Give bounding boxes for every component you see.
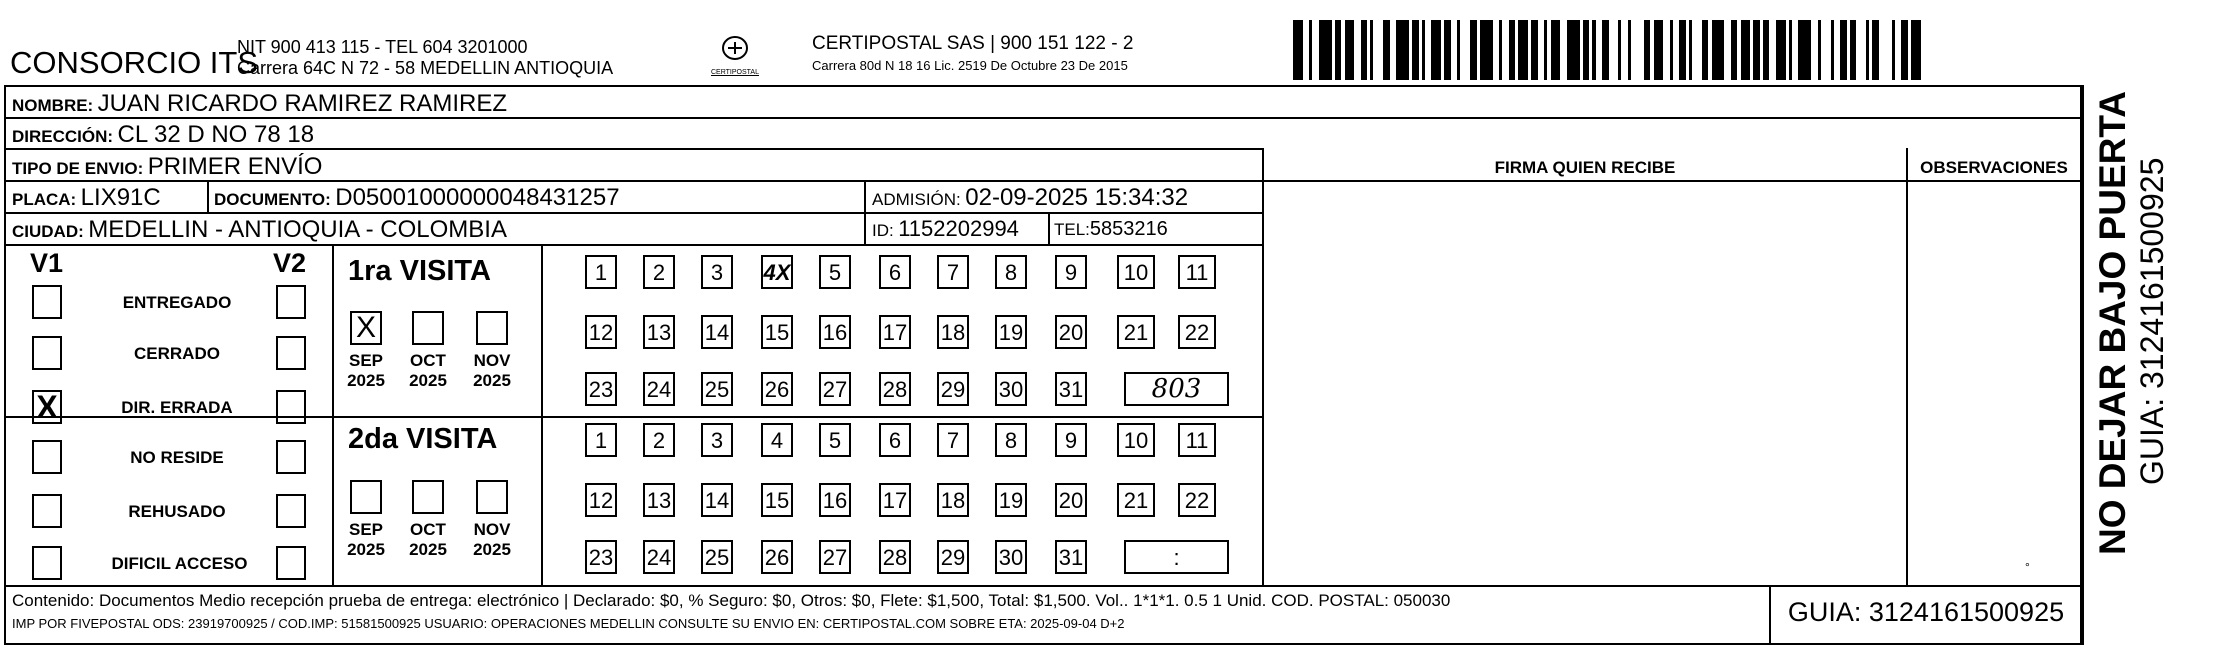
day-box[interactable]: 19 xyxy=(995,315,1027,349)
tipo-envio-value: PRIMER ENVÍO xyxy=(147,153,323,180)
v1-label: V1 xyxy=(30,248,64,278)
day-box[interactable]: 13 xyxy=(643,483,675,517)
barcode-bar xyxy=(1460,20,1470,80)
tel-label: TEL: xyxy=(1054,220,1090,239)
barcode-bar xyxy=(1319,20,1332,80)
month-label xyxy=(467,520,517,560)
barcode-bar xyxy=(1345,20,1355,80)
ciudad-cell xyxy=(12,216,507,244)
company-address: Carrera 64C N 72 - 58 MEDELLIN ANTIOQUIA xyxy=(237,58,614,78)
day-box[interactable]: 22 xyxy=(1178,483,1216,517)
barcode-bar xyxy=(1856,20,1866,80)
company-name: CONSORCIO ITS xyxy=(10,45,259,80)
day-box[interactable]: 2 xyxy=(643,255,675,289)
v2-checkbox[interactable] xyxy=(276,336,306,370)
day-box[interactable]: 25 xyxy=(701,372,733,406)
tel-value: 5853216 xyxy=(1089,218,1168,240)
day-box[interactable]: 19 xyxy=(995,483,1027,517)
day-box[interactable]: 11 xyxy=(1178,255,1216,289)
firma-header: FIRMA QUIEN RECIBE xyxy=(1494,158,1676,177)
v2-checkbox[interactable] xyxy=(276,440,306,474)
nombre-label: NOMBRE: xyxy=(12,96,94,115)
admision-value: 02-09-2025 15:34:32 xyxy=(965,184,1189,211)
documento-value: D05001000000048431257 xyxy=(335,184,620,211)
tipo-envio-row xyxy=(12,153,322,181)
barcode-bar xyxy=(1692,20,1702,80)
documento-cell xyxy=(214,184,620,212)
month-year: 2025 xyxy=(409,371,447,390)
day-box[interactable]: 10 xyxy=(1117,423,1155,457)
day-box[interactable]: 18 xyxy=(937,315,969,349)
month-name: SEP xyxy=(348,351,384,370)
day-box[interactable]: 17 xyxy=(879,483,911,517)
day-box[interactable]: 31 xyxy=(1055,372,1087,406)
day-box[interactable]: 3 xyxy=(701,423,733,457)
time-box[interactable]: : xyxy=(1124,540,1229,574)
barcode-bar xyxy=(1567,20,1580,80)
day-box[interactable]: 10 xyxy=(1117,255,1155,289)
placa-value: LIX91C xyxy=(80,184,161,211)
day-box[interactable]: 4 xyxy=(761,423,793,457)
day-box[interactable]: 26 xyxy=(761,372,793,406)
status-label: DIFICIL ACCESO xyxy=(111,554,248,573)
logo-icon xyxy=(718,34,752,64)
day-box[interactable]: 23 xyxy=(585,540,617,574)
tipo-envio-label: TIPO DE ENVIO: xyxy=(12,159,144,178)
day-box[interactable]: 11 xyxy=(1178,423,1216,457)
barcode-bar xyxy=(1712,20,1725,80)
month-checkbox[interactable]: X xyxy=(350,311,382,345)
month-label xyxy=(403,351,453,391)
barcode-bar xyxy=(1480,20,1493,80)
placa-cell xyxy=(12,184,161,212)
month-label xyxy=(403,520,453,560)
v2-checkbox[interactable] xyxy=(276,494,306,528)
id-cell xyxy=(872,216,1019,242)
barcode-bar xyxy=(1798,20,1811,80)
v1-checkbox[interactable] xyxy=(32,285,62,319)
side-warning: NO DEJAR BAJO PUERTA xyxy=(2092,91,2133,555)
month-year: 2025 xyxy=(347,371,385,390)
day-box[interactable]: 28 xyxy=(879,372,911,406)
direccion-value: CL 32 D NO 78 18 xyxy=(117,121,315,148)
day-box[interactable]: 29 xyxy=(937,372,969,406)
visit1-title: 1ra VISITA xyxy=(348,255,491,287)
barcode-bar xyxy=(1911,20,1921,80)
barcode-bar xyxy=(1373,20,1383,80)
month-checkbox[interactable] xyxy=(350,480,382,514)
barcode-bar xyxy=(1741,20,1751,80)
month-checkbox[interactable] xyxy=(412,480,444,514)
month-label xyxy=(467,351,517,391)
v2-label: V2 xyxy=(273,248,307,278)
v1-checkbox[interactable]: X xyxy=(32,390,62,424)
footer-guia: GUIA: 3124161500925 xyxy=(1787,597,2065,627)
month-year: 2025 xyxy=(473,540,511,559)
barcode-bar xyxy=(1879,20,1892,80)
day-box[interactable]: 30 xyxy=(995,540,1027,574)
day-box[interactable]: 23 xyxy=(585,372,617,406)
day-box[interactable]: 1 xyxy=(585,255,617,289)
day-box[interactable]: 30 xyxy=(995,372,1027,406)
barcode-bar xyxy=(1776,20,1786,80)
day-box[interactable]: 14 xyxy=(701,483,733,517)
status-label: CERRADO xyxy=(134,344,220,363)
documento-label: DOCUMENTO: xyxy=(214,190,331,209)
certipostal-logo xyxy=(705,34,765,76)
month-name: NOV xyxy=(473,351,511,370)
nombre-row xyxy=(12,90,507,118)
month-label xyxy=(341,351,391,391)
barcode-bar xyxy=(1518,20,1528,80)
day-box[interactable]: 15 xyxy=(761,483,793,517)
id-value: 1152202994 xyxy=(898,216,1019,241)
day-box[interactable]: 9 xyxy=(1055,423,1087,457)
ciudad-label: CIUDAD: xyxy=(12,222,84,241)
day-box[interactable]: 17 xyxy=(879,315,911,349)
day-box[interactable]: 4X xyxy=(761,255,793,289)
v2-checkbox[interactable] xyxy=(276,285,306,319)
month-name: SEP xyxy=(348,520,384,539)
day-box[interactable]: 5 xyxy=(819,423,851,457)
side-guia: GUIA: 3124161500925 xyxy=(2134,157,2170,485)
admision-label: ADMISIÓN: xyxy=(872,190,961,209)
tel-cell xyxy=(1054,218,1168,241)
direccion-row xyxy=(12,121,314,149)
small-mark: ° xyxy=(2025,560,2030,574)
barcode-bar xyxy=(1821,20,1831,80)
month-checkbox[interactable] xyxy=(412,311,444,345)
barcode-bar xyxy=(1396,20,1409,80)
day-box[interactable]: 24 xyxy=(643,540,675,574)
day-box[interactable]: 12 xyxy=(585,483,617,517)
day-box[interactable]: 18 xyxy=(937,483,969,517)
footer-content: Contenido: Documentos Medio recepción prueba de entrega: electrónico | Declarado: $0, % Seguro: $0, Otros: $0, Flete: $1,500, Total: $1,500. Vol.. 1*1*1. 0.5 1 Unid. COD. POSTAL: 050030 xyxy=(12,591,1451,610)
day-box[interactable]: 3 xyxy=(701,255,733,289)
barcode-bar xyxy=(1551,20,1561,80)
day-box[interactable]: 5 xyxy=(819,255,851,289)
month-name: NOV xyxy=(473,520,511,539)
v1-checkbox[interactable] xyxy=(32,336,62,370)
id-label: ID: xyxy=(872,221,894,240)
status-label: NO RESIDE xyxy=(130,448,224,467)
day-box[interactable]: 28 xyxy=(879,540,911,574)
visit2-title: 2da VISITA xyxy=(348,423,498,455)
day-box[interactable]: 29 xyxy=(937,540,969,574)
v1-checkbox[interactable] xyxy=(32,494,62,528)
day-box[interactable]: 25 xyxy=(701,540,733,574)
day-box[interactable]: 21 xyxy=(1117,483,1155,517)
day-box[interactable]: 2 xyxy=(643,423,675,457)
day-box[interactable]: 26 xyxy=(761,540,793,574)
v1-checkbox[interactable] xyxy=(32,546,62,580)
barcode-bar xyxy=(1654,20,1664,80)
day-box[interactable]: 8 xyxy=(995,423,1027,457)
day-box[interactable]: 22 xyxy=(1178,315,1216,349)
day-box[interactable]: 13 xyxy=(643,315,675,349)
company-nit: NIT 900 413 115 - TEL 604 3201000 xyxy=(237,37,528,57)
status-label: ENTREGADO xyxy=(122,293,232,312)
certipostal-info: CERTIPOSTAL SAS | 900 151 122 - 2 xyxy=(812,33,1134,54)
observaciones-header: OBSERVACIONES xyxy=(1920,158,2068,177)
day-box[interactable]: 15 xyxy=(761,315,793,349)
day-box[interactable]: 27 xyxy=(819,372,851,406)
certipostal-address: Carrera 80d N 18 16 Lic. 2519 De Octubre 23 De 2015 xyxy=(812,58,1128,73)
day-box[interactable]: 16 xyxy=(819,315,851,349)
month-name: OCT xyxy=(410,351,446,370)
barcode-bar xyxy=(1293,20,1303,80)
day-box[interactable]: 21 xyxy=(1117,315,1155,349)
barcode xyxy=(1293,20,1928,80)
day-box[interactable]: 7 xyxy=(937,255,969,289)
admision-cell xyxy=(872,184,1188,212)
day-box[interactable]: 20 xyxy=(1055,483,1087,517)
month-year: 2025 xyxy=(347,540,385,559)
ciudad-value: MEDELLIN - ANTIOQUIA - COLOMBIA xyxy=(88,216,507,243)
day-box[interactable]: 31 xyxy=(1055,540,1087,574)
direccion-label: DIRECCIÓN: xyxy=(12,127,114,146)
barcode-bar xyxy=(1631,20,1644,80)
v2-checkbox[interactable] xyxy=(276,390,306,424)
logo-text: CERTIPOSTAL xyxy=(711,69,759,76)
barcode-bar xyxy=(1609,20,1619,80)
day-box[interactable]: 9 xyxy=(1055,255,1087,289)
day-box[interactable]: 6 xyxy=(879,255,911,289)
day-box[interactable]: 12 xyxy=(585,315,617,349)
v1-checkbox[interactable] xyxy=(32,440,62,474)
month-year: 2025 xyxy=(409,540,447,559)
barcode-bar xyxy=(1921,20,1927,80)
status-label: DIR. ERRADA xyxy=(121,398,233,417)
day-box[interactable]: 8 xyxy=(995,255,1027,289)
footer-print-info: IMP POR FIVEPOSTAL ODS: 23919700925 / COD.IMP: 51581500925 USUARIO: OPERACIONES MEDELLIN CONSULTE SU ENVIO EN: CERTIPOSTAL.COM SOBRE ETA: 2025-09-04 D+2 xyxy=(12,616,1125,631)
nombre-value: JUAN RICARDO RAMIREZ RAMIREZ xyxy=(97,90,508,117)
day-box[interactable]: 1 xyxy=(585,423,617,457)
day-box[interactable]: 20 xyxy=(1055,315,1087,349)
day-box[interactable]: 27 xyxy=(819,540,851,574)
month-name: OCT xyxy=(410,520,446,539)
day-box[interactable]: 24 xyxy=(643,372,675,406)
month-year: 2025 xyxy=(473,371,511,390)
day-box[interactable]: 16 xyxy=(819,483,851,517)
day-box[interactable]: 14 xyxy=(701,315,733,349)
day-box[interactable]: 7 xyxy=(937,423,969,457)
month-checkbox[interactable] xyxy=(476,480,508,514)
month-label xyxy=(341,520,391,560)
barcode-bar xyxy=(1431,20,1441,80)
month-checkbox[interactable] xyxy=(476,311,508,345)
v2-checkbox[interactable] xyxy=(276,546,306,580)
placa-label: PLACA: xyxy=(12,190,77,209)
day-box[interactable]: 6 xyxy=(879,423,911,457)
status-label: REHUSADO xyxy=(128,502,226,521)
time-note[interactable]: 803 xyxy=(1124,372,1229,406)
